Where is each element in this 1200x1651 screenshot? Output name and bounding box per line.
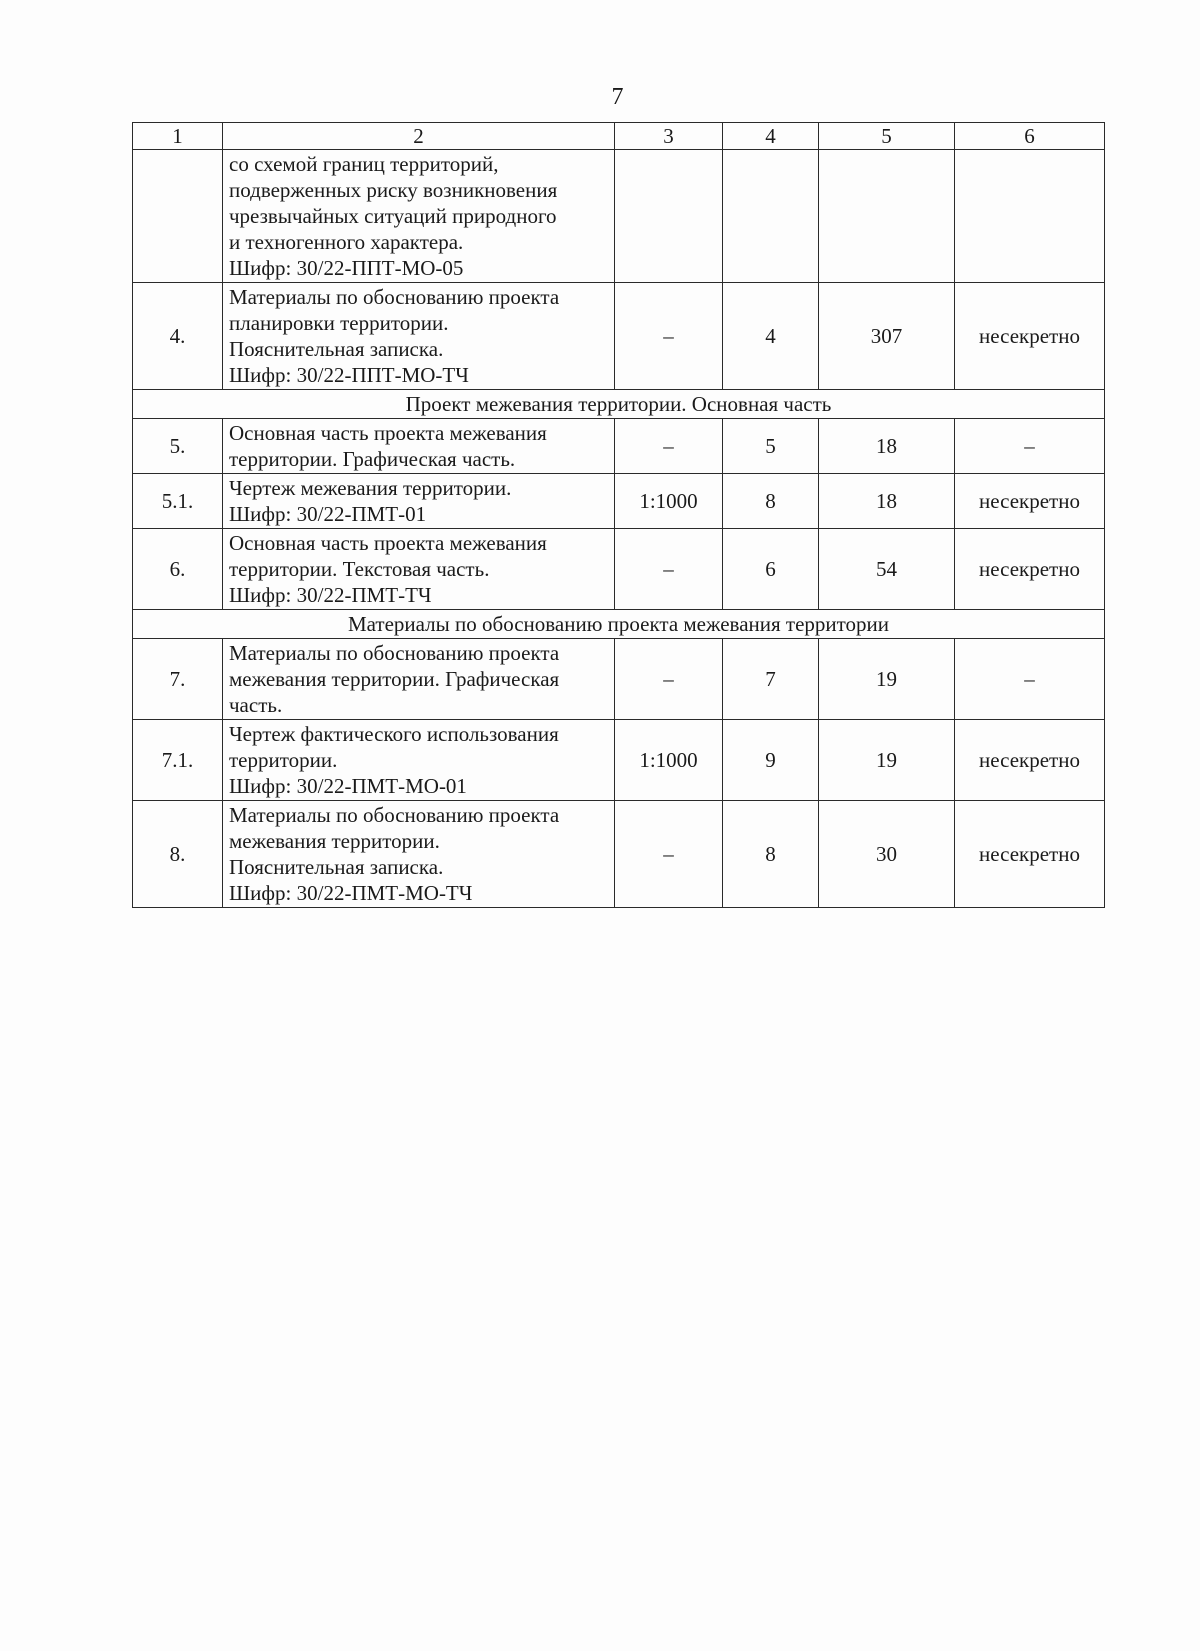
item-name-line: Чертеж фактического использования [229, 722, 559, 746]
item-name-line: Основная часть проекта межевания [229, 421, 547, 445]
item-name-line: Основная часть проекта межевания [229, 531, 547, 555]
item-name [223, 419, 615, 474]
item-classification: несекретно [955, 529, 1105, 610]
table-row [133, 283, 1105, 390]
item-name [223, 801, 615, 908]
item-name-line: территории. Графическая часть. [229, 447, 516, 471]
item-classification: несекретно [955, 801, 1105, 908]
item-scale: – [615, 419, 723, 474]
item-name-line: Шифр: 30/22-ППТ-МО-ТЧ [229, 363, 469, 387]
item-volume: 7 [723, 639, 819, 720]
item-number: 6. [133, 529, 223, 610]
item-volume: 4 [723, 283, 819, 390]
item-sheets: 19 [819, 720, 955, 801]
item-number: 4. [133, 283, 223, 390]
item-number: 5.1. [133, 474, 223, 529]
item-scale: – [615, 283, 723, 390]
item-scale: – [615, 801, 723, 908]
item-sheets [819, 150, 955, 283]
item-name-line: территории. Текстовая часть. [229, 557, 490, 581]
header-cell: 6 [955, 123, 1105, 150]
item-scale [615, 150, 723, 283]
item-sheets: 18 [819, 474, 955, 529]
item-name-line: Чертеж межевания территории. [229, 476, 512, 500]
item-name-line: и техногенного характера. [229, 230, 464, 254]
header-cell: 2 [223, 123, 615, 150]
item-sheets: 18 [819, 419, 955, 474]
item-name [223, 720, 615, 801]
table-row [133, 801, 1105, 908]
item-number: 8. [133, 801, 223, 908]
item-sheets: 30 [819, 801, 955, 908]
item-sheets: 307 [819, 283, 955, 390]
item-number [133, 150, 223, 283]
page-number: 7 [611, 84, 624, 110]
header-cell: 1 [133, 123, 223, 150]
item-scale: – [615, 529, 723, 610]
item-number: 7.1. [133, 720, 223, 801]
item-volume: 8 [723, 801, 819, 908]
item-name-line: чрезвычайных ситуаций природного [229, 204, 557, 228]
item-name-line: подверженных риску возникновения [229, 178, 558, 202]
item-name-line: часть. [229, 693, 283, 717]
item-name-line: Шифр: 30/22-ПМТ-МО-01 [229, 774, 467, 798]
header-cell: 5 [819, 123, 955, 150]
section-row [133, 390, 1105, 419]
table-row [133, 529, 1105, 610]
item-number: 5. [133, 419, 223, 474]
item-name [223, 639, 615, 720]
item-name-line: Шифр: 30/22-ПМТ-МО-ТЧ [229, 881, 473, 905]
table-row [133, 639, 1105, 720]
item-volume: 8 [723, 474, 819, 529]
header-cell: 3 [615, 123, 723, 150]
item-number: 7. [133, 639, 223, 720]
table-header-row [133, 123, 1105, 150]
item-name-line: Шифр: 30/22-ППТ-МО-05 [229, 256, 464, 280]
item-sheets: 54 [819, 529, 955, 610]
item-volume: 6 [723, 529, 819, 610]
item-classification: несекретно [955, 720, 1105, 801]
item-name-line: Материалы по обоснованию проекта [229, 641, 560, 665]
table-row [133, 720, 1105, 801]
item-name-line: межевания территории. Графическая [229, 667, 560, 691]
section-row [133, 610, 1105, 639]
item-scale: – [615, 639, 723, 720]
item-name [223, 474, 615, 529]
item-name-line: Пояснительная записка. [229, 337, 444, 361]
table-body [133, 150, 1105, 908]
item-name-line: со схемой границ территорий, [229, 152, 499, 176]
section-title: Материалы по обоснованию проекта межевания территории [133, 610, 1105, 639]
item-classification: – [955, 419, 1105, 474]
section-title: Проект межевания территории. Основная часть [133, 390, 1105, 419]
item-sheets: 19 [819, 639, 955, 720]
item-scale: 1:1000 [615, 720, 723, 801]
item-volume [723, 150, 819, 283]
item-name-line: планировки территории. [229, 311, 449, 335]
item-name-line: Материалы по обоснованию проекта [229, 803, 560, 827]
item-name-line: территории. [229, 748, 338, 772]
item-volume: 9 [723, 720, 819, 801]
header-cell: 4 [723, 123, 819, 150]
table-row [133, 150, 1105, 283]
item-scale: 1:1000 [615, 474, 723, 529]
item-name-line: Шифр: 30/22-ПМТ-ТЧ [229, 583, 432, 607]
item-classification: – [955, 639, 1105, 720]
item-name-line: Материалы по обоснованию проекта [229, 285, 560, 309]
item-name-line: межевания территории. [229, 829, 440, 853]
item-classification [955, 150, 1105, 283]
table-row [133, 474, 1105, 529]
table-row [133, 419, 1105, 474]
item-classification: несекретно [955, 283, 1105, 390]
item-name [223, 150, 615, 283]
item-name-line: Пояснительная записка. [229, 855, 444, 879]
documents-table [132, 122, 1105, 908]
item-name [223, 283, 615, 390]
item-name [223, 529, 615, 610]
item-volume: 5 [723, 419, 819, 474]
item-classification: несекретно [955, 474, 1105, 529]
item-name-line: Шифр: 30/22-ПМТ-01 [229, 502, 427, 526]
